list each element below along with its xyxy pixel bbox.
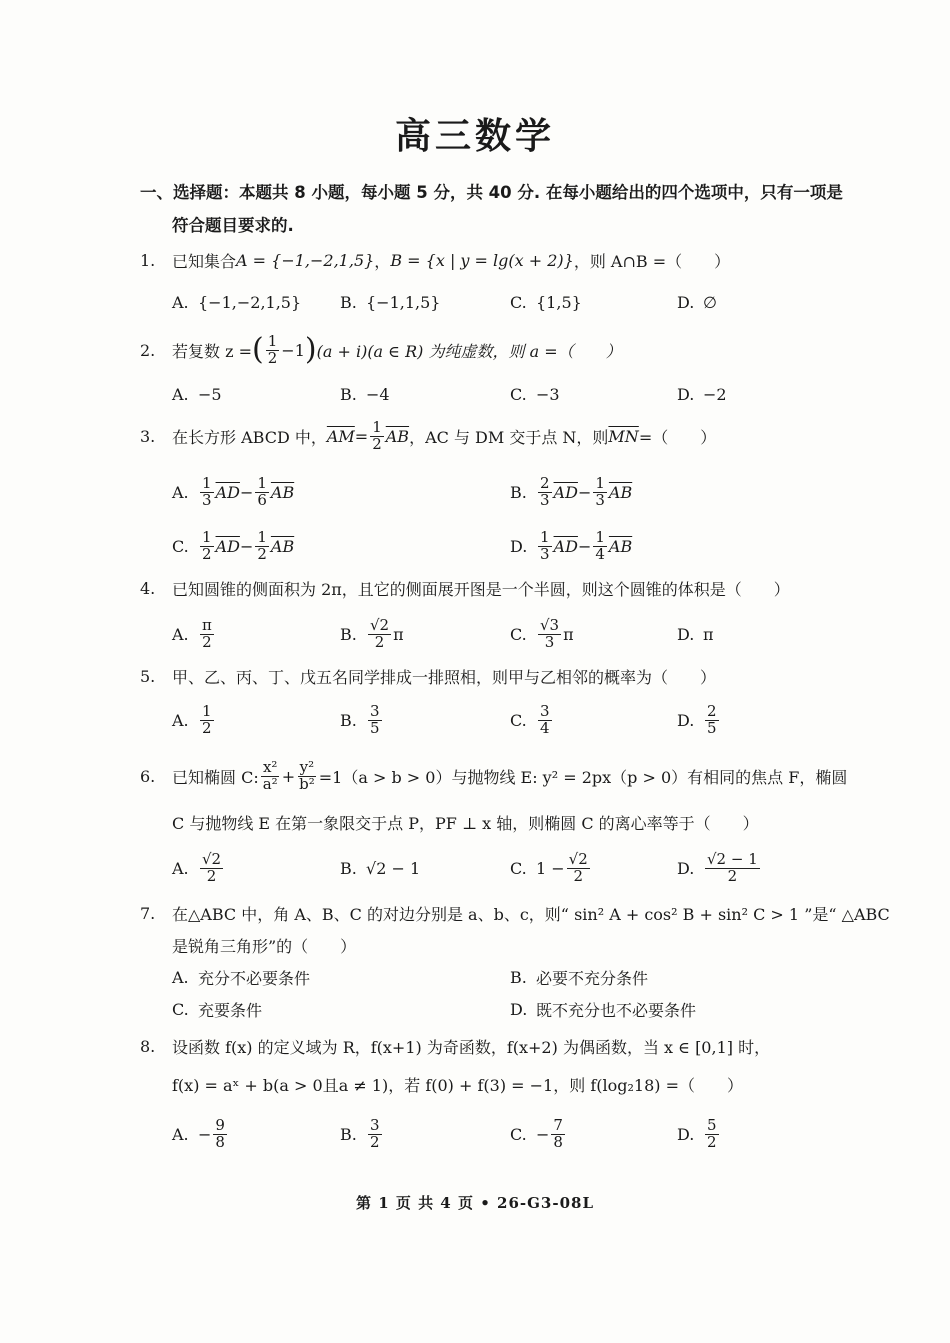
option-label: D. — [677, 292, 695, 312]
option-d[interactable] — [677, 1114, 721, 1154]
question-number: 3. — [140, 426, 156, 446]
question-2-stem — [140, 330, 622, 370]
question-text: 已知圆锥的侧面积为 2π，且它的侧面展开图是一个半圆，则这个圆锥的体积是（ ） — [172, 579, 790, 599]
denominator: 2 — [372, 434, 382, 453]
option-label: C. — [510, 384, 527, 404]
option-label: B. — [510, 967, 527, 987]
denominator: 2 — [257, 544, 267, 563]
denominator: 2 — [727, 866, 738, 885]
page-title: 高三数学 — [394, 116, 555, 157]
denominator: 8 — [553, 1132, 563, 1151]
option-b[interactable] — [340, 282, 440, 322]
question-number: 8. — [140, 1036, 156, 1056]
option-text: π — [703, 624, 714, 644]
operator: + — [281, 766, 296, 786]
option-a[interactable] — [172, 374, 222, 414]
question-text: = — [354, 426, 369, 446]
denominator: 2 — [206, 866, 217, 885]
option-text: {−1,−2,1,5} — [198, 292, 302, 312]
option-label: A. — [172, 1124, 189, 1144]
option-suffix: π — [563, 624, 574, 644]
numerator: 2 — [540, 473, 550, 492]
option-label: D. — [677, 710, 695, 730]
question-text: ， — [374, 251, 391, 271]
fraction — [266, 331, 280, 367]
numerator: 1 — [595, 527, 605, 546]
vector-ad: $\overline{AD}$ — [553, 482, 578, 502]
option-d[interactable] — [677, 282, 717, 322]
numerator: √3 — [540, 615, 560, 634]
question-4-stem — [140, 568, 790, 608]
fraction — [538, 527, 552, 563]
option-text: {−1,1,5} — [366, 292, 441, 312]
option-a[interactable] — [172, 472, 294, 512]
section-instruction-line1: 一、选择题：本题共 8 小题，每小题 5 分，共 40 分. 在每小题给出的四个选项中，只有一项是 — [140, 183, 843, 202]
fraction — [200, 615, 214, 651]
fraction — [705, 849, 760, 885]
question-text: 甲、乙、丙、丁、戊五名同学排成一排照相，则甲与乙相邻的概率为（ ） — [172, 667, 717, 687]
option-label: A. — [172, 482, 189, 502]
numerator: 1 — [202, 527, 212, 546]
vector-ab: $\overline{AB}$ — [385, 426, 410, 446]
option-b[interactable] — [340, 614, 404, 654]
fraction — [593, 527, 607, 563]
question-text: 若复数 z = — [172, 341, 253, 361]
option-text: −5 — [198, 384, 222, 404]
vector-ad: $\overline{AD}$ — [215, 482, 240, 502]
fraction — [213, 1115, 227, 1151]
vector-ab: $\overline{AB}$ — [270, 482, 295, 502]
numerator: 1 — [372, 417, 382, 436]
operator: − — [239, 482, 254, 502]
numerator: √2 — [370, 615, 390, 634]
denominator: 2 — [267, 348, 278, 367]
option-prefix: 1 − — [536, 858, 565, 878]
option-a[interactable] — [172, 282, 301, 322]
page-footer: 第 1 页 共 4 页 • 26-G3-08L — [355, 1194, 594, 1212]
option-c[interactable] — [172, 526, 294, 566]
option-a[interactable] — [172, 700, 216, 740]
numerator: y² — [299, 757, 315, 776]
paren-left: ( — [252, 332, 264, 367]
denominator: 8 — [215, 1132, 225, 1151]
paren-right: ) — [304, 332, 317, 367]
option-c[interactable] — [510, 1114, 567, 1154]
fraction — [705, 1115, 719, 1151]
option-label: A. — [172, 858, 189, 878]
fraction — [368, 615, 391, 651]
option-label: A. — [172, 292, 189, 312]
option-sign: − — [198, 1124, 212, 1144]
question-number: 1. — [140, 250, 156, 270]
option-label: B. — [340, 710, 357, 730]
option-text: −2 — [703, 384, 727, 404]
fraction — [705, 701, 719, 737]
numerator: 5 — [707, 1115, 717, 1134]
fraction — [538, 615, 561, 651]
question-number: 4. — [140, 578, 156, 598]
option-label: D. — [510, 999, 528, 1019]
numerator: 7 — [553, 1115, 563, 1134]
option-text: 充要条件 — [198, 1000, 263, 1020]
option-d[interactable] — [510, 526, 632, 566]
section-instruction-line2: 符合题目要求的. — [172, 216, 294, 235]
fraction — [368, 1115, 382, 1151]
option-label: C. — [172, 999, 189, 1019]
option-label: B. — [340, 624, 357, 644]
fraction — [370, 417, 384, 453]
question-1-stem — [140, 240, 730, 280]
denominator: 2 — [370, 1132, 380, 1151]
operator: − — [577, 536, 592, 556]
vector-ad: $\overline{AD}$ — [215, 536, 240, 556]
question-text: ，AC 与 DM 交于点 N，则 — [409, 427, 609, 447]
fraction — [368, 701, 382, 737]
option-label: C. — [510, 858, 527, 878]
option-label: D. — [677, 858, 695, 878]
option-label: D. — [677, 384, 695, 404]
denominator: b² — [299, 774, 315, 793]
question-text: (a + i)(a ∈ R) 为纯虚数，则 a =（ ） — [316, 341, 622, 361]
option-a[interactable] — [172, 614, 216, 654]
operator: − — [239, 536, 254, 556]
question-number: 5. — [140, 666, 156, 686]
denominator: a² — [262, 774, 278, 793]
option-suffix: π — [393, 624, 404, 644]
denominator: 2 — [202, 632, 212, 651]
denominator: 4 — [595, 544, 605, 563]
question-text: ，则 A∩B =（ ） — [573, 251, 731, 271]
operator: − — [577, 482, 592, 502]
option-sign: − — [536, 1124, 550, 1144]
fraction — [200, 849, 223, 885]
denominator: 2 — [202, 718, 212, 737]
fraction — [538, 473, 552, 509]
question-6-line2 — [172, 802, 759, 842]
option-b[interactable] — [510, 472, 632, 512]
option-label: D. — [677, 624, 695, 644]
set-a: A = {−1,−2,1,5} — [236, 250, 375, 270]
fraction — [567, 849, 590, 885]
option-b[interactable] — [340, 700, 384, 740]
numerator: 1 — [257, 527, 267, 546]
denominator: 3 — [595, 490, 605, 509]
question-number: 2. — [140, 340, 156, 360]
question-6-stem — [140, 756, 847, 796]
option-label: C. — [510, 292, 527, 312]
option-label: C. — [510, 710, 527, 730]
option-label: B. — [340, 858, 357, 878]
vector-ab: $\overline{AB}$ — [270, 536, 295, 556]
question-text: =1（a > b > 0）与抛物线 E: y² = 2px（p > 0）有相同的焦点 F，椭圆 — [318, 767, 848, 787]
option-label: C. — [510, 624, 527, 644]
fraction — [200, 701, 214, 737]
fraction — [297, 757, 317, 793]
option-text: −3 — [536, 384, 560, 404]
option-text: −4 — [366, 384, 390, 404]
option-label: D. — [677, 1124, 695, 1144]
question-8-stem — [140, 1026, 770, 1066]
numerator: 3 — [370, 1115, 380, 1134]
denominator: 3 — [540, 544, 550, 563]
option-text: ∅ — [703, 292, 717, 312]
denominator: 2 — [202, 544, 212, 563]
option-label: B. — [340, 292, 357, 312]
numerator: 1 — [540, 527, 550, 546]
numerator: 9 — [215, 1115, 225, 1134]
option-c[interactable] — [510, 282, 582, 322]
option-text: √2 − 1 — [366, 858, 421, 878]
option-label: A. — [172, 967, 189, 987]
numerator: 1 — [257, 473, 267, 492]
denominator: 4 — [540, 718, 550, 737]
question-text: C 与抛物线 E 在第一象限交于点 P，PF ⊥ x 轴，则椭圆 C 的离心率等于（ ） — [172, 813, 759, 833]
question-text: =（ ） — [638, 427, 717, 447]
option-text: {1,5} — [536, 292, 582, 312]
fraction — [538, 701, 552, 737]
vector-mn: $\overline{MN}$ — [608, 426, 639, 446]
numerator: x² — [262, 757, 278, 776]
vector-am: $\overline{AM}$ — [326, 426, 355, 446]
option-label: C. — [510, 1124, 527, 1144]
denominator: 2 — [374, 632, 385, 651]
option-d[interactable] — [677, 848, 762, 888]
numerator: √2 − 1 — [707, 849, 758, 868]
option-a[interactable] — [172, 848, 225, 888]
option-label: A. — [172, 710, 189, 730]
numerator: π — [202, 615, 212, 634]
question-3-stem — [140, 416, 716, 456]
set-b: B = {x | y = lg(x + 2)} — [390, 250, 574, 270]
option-c[interactable] — [510, 848, 592, 888]
denominator: 3 — [540, 490, 550, 509]
question-text: f(x) = aˣ + b(a > 0且a ≠ 1)，若 f(0) + f(3) = −1，则 f(log₂18) =（ ） — [172, 1075, 743, 1095]
question-text: 在△ABC 中，角 A、B、C 的对边分别是 a、b、c，则“ sin² A + cos² B + sin² C > 1 ”是“ △ABC — [172, 904, 890, 924]
numerator: √2 — [202, 849, 222, 868]
denominator: 2 — [573, 866, 583, 885]
denominator: 2 — [707, 1132, 717, 1151]
question-number: 7. — [140, 903, 156, 923]
option-d[interactable] — [510, 989, 696, 1029]
question-text: 在长方形 ABCD 中， — [172, 427, 327, 447]
fraction — [255, 473, 269, 509]
question-text: 设函数 f(x) 的定义域为 R，f(x+1) 为奇函数，f(x+2) 为偶函数，当 x ∈ [0,1] 时， — [172, 1037, 771, 1057]
section-heading — [140, 176, 860, 242]
question-number: 6. — [140, 766, 156, 786]
denominator: 3 — [202, 490, 212, 509]
option-d[interactable] — [677, 700, 721, 740]
question-text: −1 — [281, 340, 305, 360]
option-text: 必要不充分条件 — [536, 968, 649, 988]
option-label: C. — [172, 536, 189, 556]
fraction — [255, 527, 269, 563]
denominator: 5 — [370, 718, 380, 737]
option-a[interactable] — [172, 1114, 229, 1154]
numerator: 1 — [267, 331, 278, 350]
option-label: A. — [172, 384, 189, 404]
option-label: A. — [172, 624, 189, 644]
denominator: 6 — [257, 490, 267, 509]
fraction — [261, 757, 280, 793]
question-text: 已知椭圆 C: — [172, 767, 259, 787]
question-8-line2 — [172, 1064, 743, 1104]
option-d[interactable] — [677, 614, 714, 654]
fraction — [593, 473, 607, 509]
option-label: B. — [510, 482, 527, 502]
option-b[interactable] — [340, 1114, 384, 1154]
numerator: 3 — [540, 701, 550, 720]
numerator: 1 — [595, 473, 605, 492]
option-b[interactable] — [340, 374, 390, 414]
numerator: 2 — [707, 701, 717, 720]
numerator: 1 — [202, 473, 212, 492]
option-c[interactable] — [510, 374, 560, 414]
option-label: B. — [340, 1124, 357, 1144]
option-label: D. — [510, 536, 528, 556]
vector-ad: $\overline{AD}$ — [553, 536, 578, 556]
fraction — [551, 1115, 565, 1151]
denominator: 3 — [544, 632, 555, 651]
question-text: 已知集合 — [172, 251, 237, 271]
option-c[interactable] — [510, 614, 574, 654]
option-text: 充分不必要条件 — [198, 968, 311, 988]
option-text: 既不充分也不必要条件 — [536, 1000, 697, 1020]
option-b[interactable] — [340, 848, 420, 888]
question-text: 是锐角三角形”的（ ） — [172, 936, 357, 956]
option-c[interactable] — [172, 989, 262, 1029]
denominator: 5 — [707, 718, 717, 737]
fraction — [200, 473, 214, 509]
numerator: 3 — [370, 701, 380, 720]
option-label: B. — [340, 384, 357, 404]
vector-ab: $\overline{AB}$ — [608, 482, 633, 502]
numerator: 1 — [202, 701, 212, 720]
fraction — [200, 527, 214, 563]
question-5-stem — [140, 656, 716, 696]
numerator: √2 — [568, 849, 588, 868]
vector-ab: $\overline{AB}$ — [608, 536, 633, 556]
option-d[interactable] — [677, 374, 727, 414]
option-c[interactable] — [510, 700, 554, 740]
